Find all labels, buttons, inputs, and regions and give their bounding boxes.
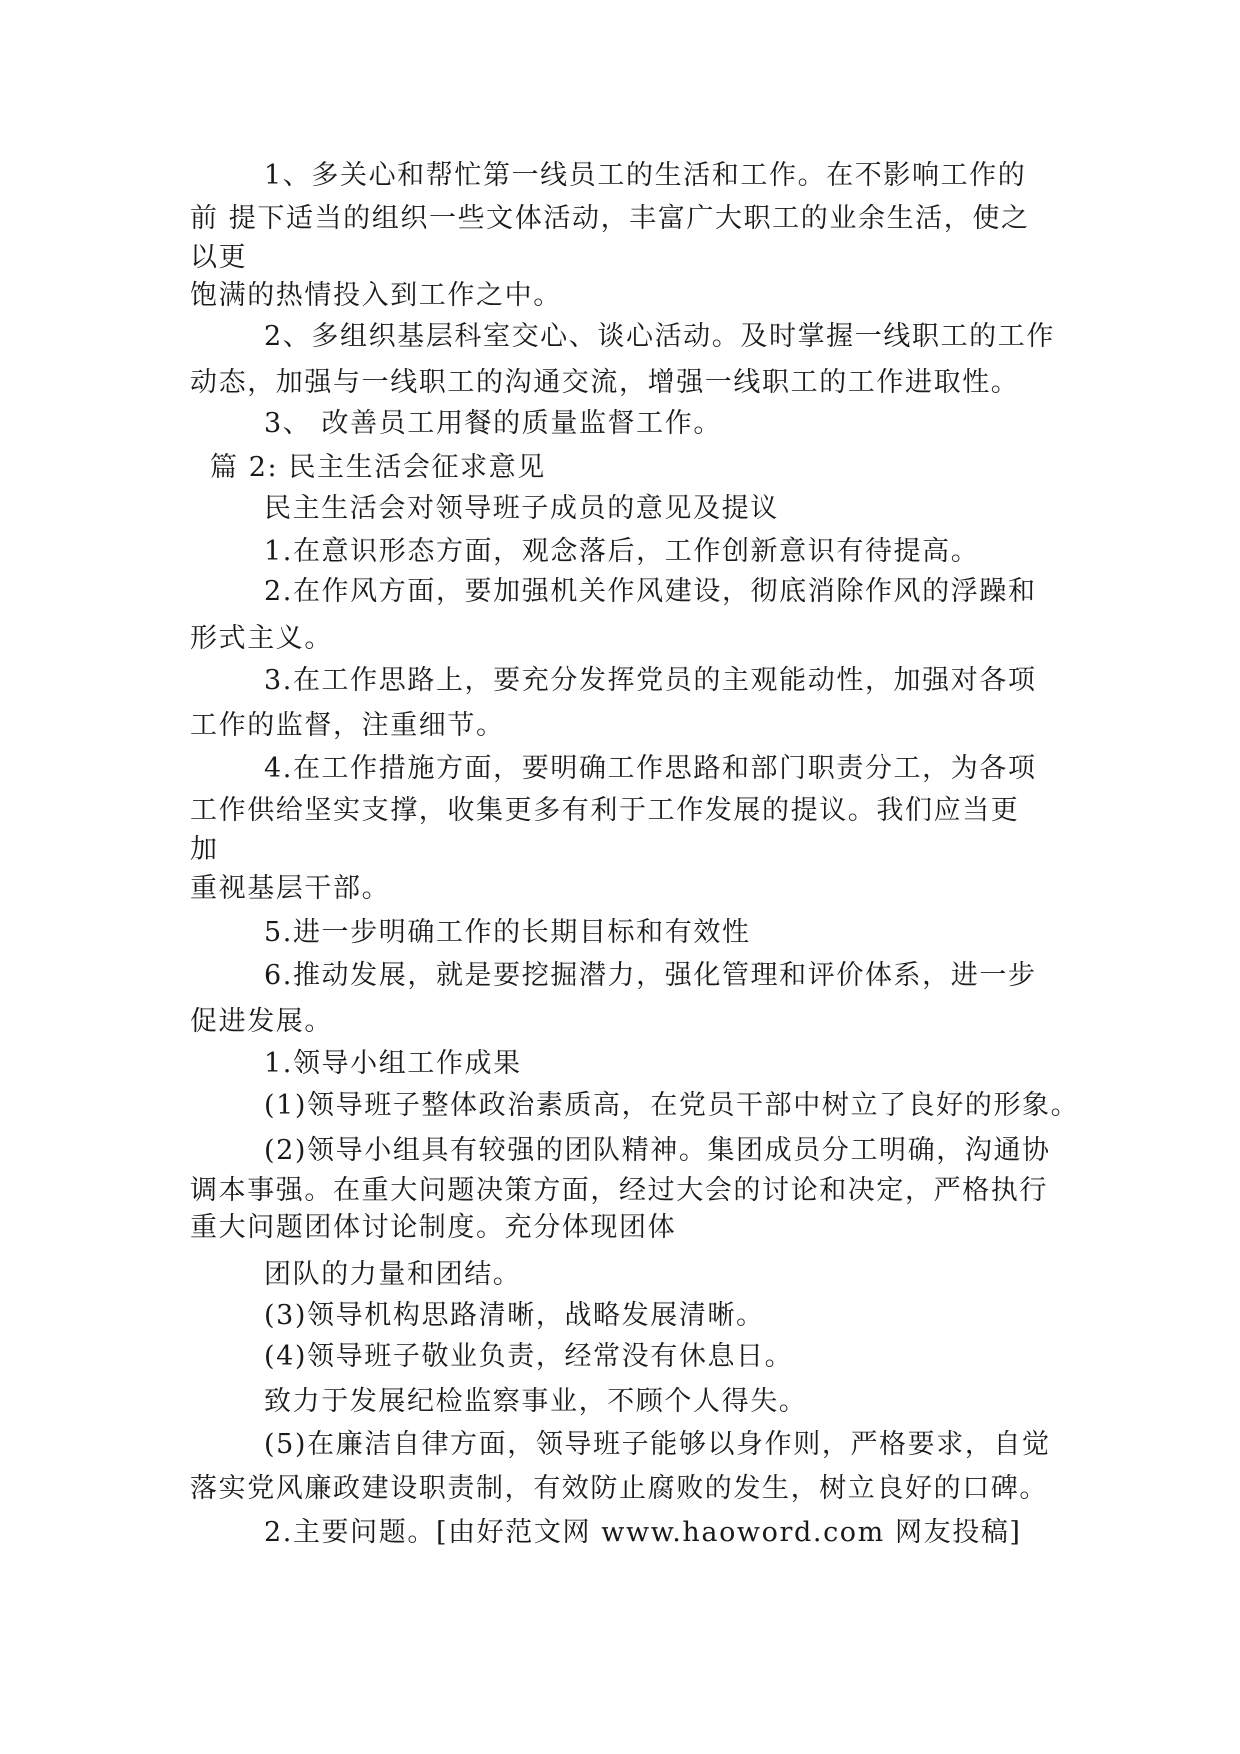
- text-line: 形式主义。: [190, 623, 333, 654]
- text-line: 2、多组织基层科室交心、谈心活动。及时掌握一线职工的工作: [264, 321, 1055, 352]
- text-line: 调本事强。在重大问题决策方面，经过大会的讨论和决定，严格执行: [190, 1175, 1048, 1206]
- text-line: 重大问题团体讨论制度。充分体现团体: [190, 1212, 677, 1243]
- text-line: (4)领导班子敬业负责，经常没有休息日。: [264, 1341, 794, 1372]
- text-line: 4.在工作措施方面，要明确工作思路和部门职责分工，为各项: [264, 753, 1037, 784]
- text-line: 团队的力量和团结。: [264, 1259, 522, 1290]
- text-line: 1、多关心和帮忙第一线员工的生活和工作。在不影响工作的: [264, 160, 1027, 191]
- text-line: (3)领导机构思路清晰，战略发展清晰。: [264, 1300, 765, 1331]
- text-line: 2.在作风方面，要加强机关作风建设，彻底消除作风的浮躁和: [264, 576, 1037, 607]
- text-line: 工作的监督，注重细节。: [190, 710, 505, 741]
- text-line: (2)领导小组具有较强的团队精神。集团成员分工明确，沟通协: [264, 1135, 1051, 1166]
- section-heading: 篇 2: 民主生活会征求意见: [210, 452, 546, 483]
- text-line: 前 提下适当的组织一些文体活动，丰富广大职工的业余生活，使之: [190, 203, 1030, 234]
- text-line: 6.推动发展，就是要挖掘潜力，强化管理和评价体系，进一步: [264, 960, 1037, 991]
- text-line: 落实党风廉政建设职责制，有效防止腐败的发生，树立良好的口碑。: [190, 1473, 1048, 1504]
- text-line: 饱满的热情投入到工作之中。: [190, 280, 562, 311]
- text-line: (1)领导班子整体政治素质高，在党员干部中树立了良好的形象。: [264, 1090, 1080, 1121]
- section-subtitle: 民主生活会对领导班子成员的意见及提议: [264, 493, 779, 524]
- text-line: 促进发展。: [190, 1006, 333, 1037]
- text-line: 1.领导小组工作成果: [264, 1048, 522, 1079]
- text-line: 以更: [190, 242, 248, 273]
- text-line: 5.进一步明确工作的长期目标和有效性: [264, 917, 751, 948]
- text-line: 加: [190, 834, 219, 865]
- text-line: 1.在意识形态方面，观念落后，工作创新意识有待提高。: [264, 536, 980, 567]
- text-line: 重视基层干部。: [190, 873, 391, 904]
- text-line: 工作供给坚实支撑，收集更多有利于工作发展的提议。我们应当更: [190, 795, 1020, 826]
- text-line: (5)在廉洁自律方面，领导班子能够以身作则，严格要求，自觉: [264, 1429, 1051, 1460]
- text-line: 致力于发展纪检监察事业，不顾个人得失。: [264, 1386, 808, 1417]
- text-line: 2.主要问题。[由好范文网 www.haoword.com 网友投稿]: [264, 1517, 1022, 1548]
- text-line: 3、 改善员工用餐的质量监督工作。: [264, 408, 722, 439]
- text-line: 3.在工作思路上，要充分发挥党员的主观能动性，加强对各项: [264, 665, 1037, 696]
- text-line: 动态，加强与一线职工的沟通交流，增强一线职工的工作进取性。: [190, 367, 1020, 398]
